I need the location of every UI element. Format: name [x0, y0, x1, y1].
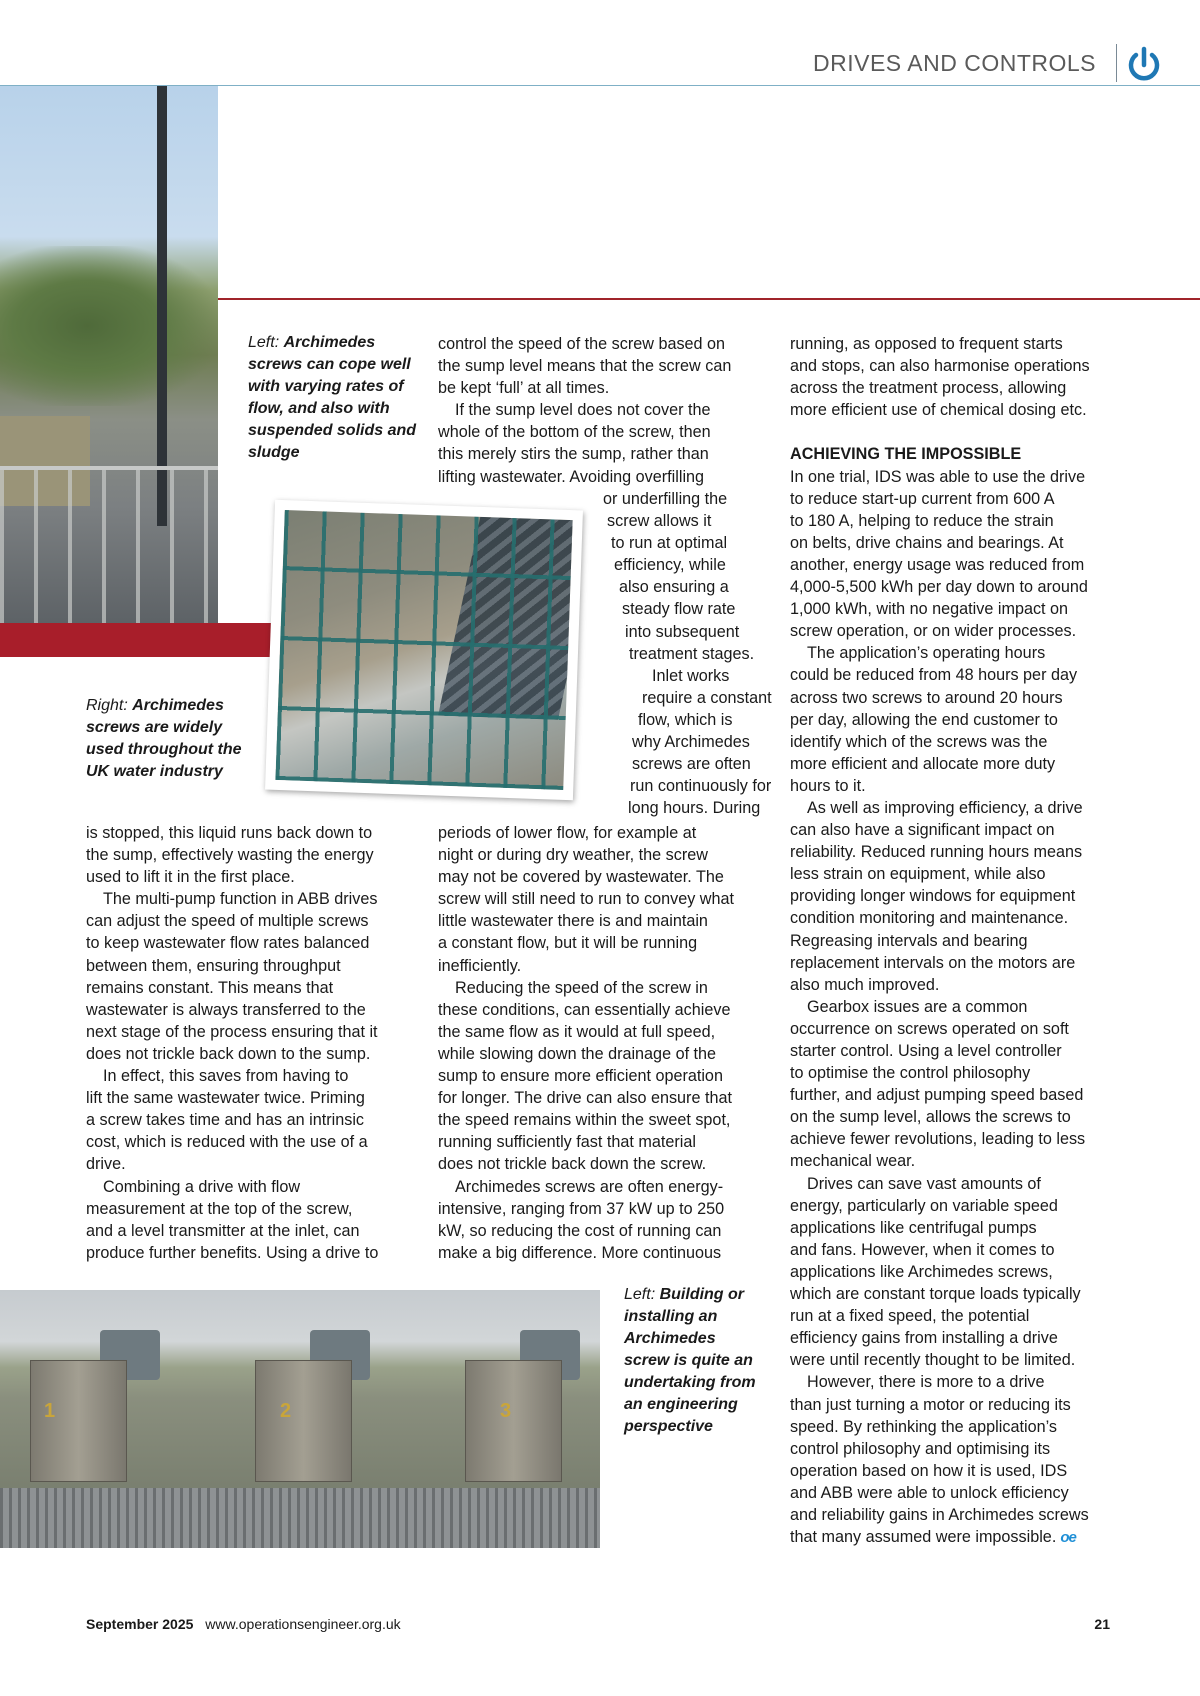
text-line: is stopped, this liquid runs back down to	[86, 824, 373, 842]
text-line: little wastewater there is and maintain	[438, 912, 708, 931]
text-line: the sump level means that the screw can	[438, 357, 732, 376]
text-line: and ABB were able to unlock efficiency	[790, 1483, 1069, 1502]
text-line: The application’s operating hours	[807, 644, 1046, 663]
text-line: for longer. The drive can also ensure that	[438, 1089, 732, 1108]
text-line: occurrence on screws operated on soft	[790, 1019, 1069, 1038]
text-line: produce further benefits. Using a drive to	[86, 1243, 379, 1262]
text-line: does not trickle back down the screw.	[438, 1155, 707, 1174]
section-subheading: ACHIEVING THE IMPOSSIBLE	[790, 445, 1022, 464]
text-line: achieve fewer revolutions, leading to less	[790, 1130, 1086, 1149]
text-line: to reduce start-up current from 600 A	[790, 489, 1055, 508]
text-line: lifting wastewater. Avoiding overfilling	[438, 467, 705, 486]
text-line: mechanical wear.	[790, 1152, 916, 1171]
caption-lead: Right:	[86, 697, 128, 714]
text-line: that many assumed were impossible.	[790, 1528, 1057, 1547]
text-line: running, as opposed to frequent starts	[790, 335, 1063, 353]
text-line: to keep wastewater flow rates balanced	[86, 934, 370, 953]
unit-number: 3	[500, 1400, 512, 1422]
text-line: to optimise the control philosophy	[790, 1064, 1031, 1083]
text-line: cost, which is reduced with the use of a	[86, 1133, 368, 1152]
text-line: In effect, this saves from having to	[103, 1067, 349, 1086]
text-line: speed. By rethinking the application’s	[790, 1417, 1057, 1436]
text-line: and fans. However, when it comes to	[790, 1240, 1055, 1259]
text-line: can adjust the speed of multiple screws	[86, 912, 369, 931]
caption-top-left	[248, 332, 418, 464]
text-line: treatment stages.	[629, 644, 755, 663]
text-line: control the speed of the screw based on	[438, 335, 726, 353]
screw-site-photo	[0, 86, 218, 624]
text-line: However, there is more to a drive	[807, 1373, 1045, 1392]
text-line: while slowing down the drainage of the	[438, 1044, 717, 1063]
text-line: flow, which is	[638, 710, 733, 729]
text-line: and reliability gains in Archimedes screws	[790, 1505, 1089, 1524]
text-line: or underfilling the	[603, 490, 728, 508]
text-line: be kept ‘full’ at all times.	[438, 379, 610, 398]
section-title: DRIVES AND CONTROLS	[813, 50, 1096, 76]
oe-logo-icon: oe	[1060, 1529, 1076, 1547]
text-line: replacement intervals on the motors are	[790, 953, 1076, 972]
text-line: more efficient use of chemical dosing etc.	[790, 401, 1087, 420]
column-3-text	[790, 333, 1130, 1549]
header-divider	[1116, 44, 1117, 82]
text-line: another, energy usage was reduced from	[790, 555, 1085, 574]
text-line: require a constant	[642, 688, 772, 707]
text-line: inefficiently.	[438, 956, 522, 975]
text-line: to run at optimal	[611, 534, 728, 553]
text-line: into subsequent	[625, 622, 740, 641]
text-line: drive.	[86, 1155, 126, 1174]
text-line: As well as improving efficiency, a drive	[807, 798, 1083, 817]
caption-body: Archimedes screws can cope well with varying rates of flow, and also with suspended solids and sludge	[248, 334, 417, 461]
text-line: starter control. Using a level controller	[790, 1042, 1062, 1060]
caption-right	[86, 695, 256, 783]
column-2-text-top	[438, 333, 768, 488]
text-line: hours to it.	[790, 776, 866, 795]
text-line: to 180 A, helping to reduce the strain	[790, 511, 1054, 530]
text-line: next stage of the process ensuring that it	[86, 1022, 378, 1041]
text-line: used to lift it in the first place.	[86, 868, 295, 887]
text-line: intensive, ranging from 37 kW up to 250	[438, 1199, 725, 1218]
text-line: The multi-pump function in ABB drives	[103, 890, 378, 909]
red-rule	[218, 298, 1200, 300]
text-line: Reducing the speed of the screw in	[455, 978, 708, 997]
text-line: on the sump level, allows the screws to	[790, 1108, 1071, 1127]
text-line: Gearbox issues are a common	[807, 997, 1028, 1016]
text-line: Combining a drive with flow	[103, 1177, 301, 1196]
text-line: Archimedes screws are often energy-	[455, 1177, 724, 1196]
website-link[interactable]: www.operationsengineer.org.uk	[205, 1616, 401, 1632]
text-line: make a big difference. More continuous	[438, 1243, 722, 1262]
unit-number: 1	[44, 1400, 56, 1422]
text-line: on belts, drive chains and bearings. At	[790, 533, 1064, 552]
caption-lead: Left:	[248, 334, 280, 351]
text-line: across the treatment process, allowing	[790, 379, 1067, 398]
red-band	[0, 623, 298, 657]
text-line: providing longer windows for equipment	[790, 887, 1076, 906]
text-line: and a level transmitter at the inlet, can	[86, 1221, 360, 1240]
text-line: reliability. Reduced running hours means	[790, 843, 1083, 862]
text-line: a constant flow, but it will be running	[438, 934, 698, 953]
text-line: kW, so reducing the cost of running can	[438, 1221, 722, 1240]
column-2-text-bottom	[438, 822, 768, 1264]
page-number: 21	[1094, 1616, 1110, 1632]
unit-number: 2	[280, 1400, 292, 1422]
screw-installation-photo	[0, 1290, 600, 1548]
text-line: this merely stirs the sump, rather than	[438, 445, 709, 464]
text-line: applications like Archimedes screws,	[790, 1262, 1053, 1281]
issue-date: September 2025	[86, 1616, 194, 1632]
text-line: Inlet works	[652, 666, 730, 685]
column-2-text-wrap	[438, 488, 772, 819]
text-line: also ensuring a	[619, 578, 729, 597]
text-line: condition monitoring and maintenance.	[790, 909, 1069, 928]
text-line: identify which of the screws was the	[790, 732, 1048, 751]
text-line: periods of lower flow, for example at	[438, 824, 697, 842]
text-line: Drives can save vast amounts of	[807, 1174, 1041, 1193]
caption-lead: Left:	[624, 1286, 656, 1303]
text-line: than just turning a motor or reducing its	[790, 1395, 1071, 1414]
text-line: the speed remains within the sweet spot,	[438, 1111, 731, 1130]
caption-bottom	[624, 1284, 764, 1438]
text-line: these conditions, can essentially achieve	[438, 1000, 731, 1019]
page-footer	[86, 1616, 1110, 1632]
text-line: per day, allowing the end customer to	[790, 710, 1058, 729]
text-line: whole of the bottom of the screw, then	[438, 423, 711, 442]
text-line: and stops, can also harmonise operations	[790, 357, 1090, 376]
text-line: further, and adjust pumping speed based	[790, 1086, 1084, 1105]
text-line: steady flow rate	[622, 600, 736, 619]
text-line: Regreasing intervals and bearing	[790, 931, 1028, 950]
text-line-final	[790, 1526, 1130, 1549]
text-line: screw allows it	[607, 512, 712, 531]
text-line: run continuously for	[630, 777, 772, 796]
text-line: lift the same wastewater twice. Priming	[86, 1089, 365, 1108]
text-line: operation based on how it is used, IDS	[790, 1461, 1068, 1480]
text-line: does not trickle back down to the sump.	[86, 1044, 371, 1063]
text-line: screw will still need to run to convey what	[438, 890, 734, 909]
text-line: more efficient and allocate more duty	[790, 754, 1056, 773]
text-line: 4,000-5,500 kWh per day down to around	[790, 578, 1088, 597]
text-line: screws are often	[632, 755, 751, 774]
text-line: could be reduced from 48 hours per day	[790, 666, 1078, 685]
text-line: 1,000 kWh, with no negative impact on	[790, 600, 1069, 619]
text-line: energy, particularly on variable speed	[790, 1196, 1058, 1215]
text-line: the sump, effectively wasting the energy	[86, 846, 374, 865]
text-line: efficiency gains from installing a drive	[790, 1329, 1058, 1348]
text-line: less strain on equipment, while also	[790, 865, 1046, 884]
text-line: why Archimedes	[632, 733, 750, 752]
text-line: can also have a significant impact on	[790, 821, 1055, 840]
text-line: a screw takes time and has an intrinsic	[86, 1111, 365, 1130]
text-line: If the sump level does not cover the	[455, 401, 711, 420]
text-line: which are constant torque loads typically	[790, 1285, 1081, 1304]
caption-body: Archimedes screws are widely used throughout the UK water industry	[86, 697, 242, 780]
text-line: screw operation, or on wider processes.	[790, 622, 1077, 641]
text-line: In one trial, IDS was able to use the drive	[790, 467, 1086, 486]
text-line: night or during dry weather, the screw	[438, 846, 708, 865]
text-line: sump to ensure more efficient operation	[438, 1067, 723, 1086]
power-icon	[1124, 44, 1164, 84]
column-1-text	[86, 822, 416, 1264]
text-line: may not be covered by wastewater. The	[438, 868, 724, 887]
text-line: applications like centrifugal pumps	[790, 1218, 1037, 1237]
text-line: remains constant. This means that	[86, 978, 334, 997]
text-line: measurement at the top of the screw,	[86, 1199, 353, 1218]
text-line: control philosophy and optimising its	[790, 1439, 1051, 1458]
text-line: the same flow as it would at full speed,	[438, 1022, 716, 1041]
text-line: long hours. During	[628, 799, 761, 818]
text-line: wastewater is always transferred to the	[86, 1000, 366, 1019]
text-line: efficiency, while	[614, 556, 726, 575]
text-line: were until recently thought to be limited.	[790, 1351, 1076, 1370]
text-line: run at a fixed speed, the potential	[790, 1307, 1030, 1326]
text-line: also much improved.	[790, 975, 940, 994]
text-line: running sufficiently fast that material	[438, 1133, 696, 1152]
text-line: between them, ensuring throughput	[86, 956, 341, 975]
text-line: across two screws to around 20 hours	[790, 688, 1063, 707]
caption-body: Building or installing an Archimedes screw is quite an undertaking from an engineering perspective	[624, 1286, 756, 1435]
